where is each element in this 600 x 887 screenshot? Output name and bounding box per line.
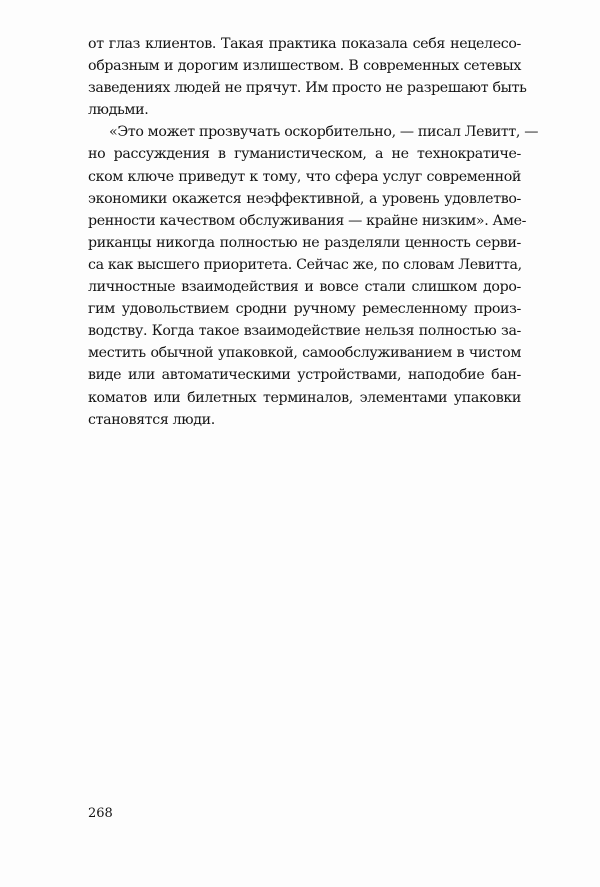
text-line: местить обычной упаковкой, самообслуживанием в чистом (88, 345, 521, 362)
text-line: ренности качеством обслуживания — крайне низким». Аме- (88, 212, 527, 229)
text-line: са как высшего приоритета. Сейчас же, по словам Левитта, (88, 256, 522, 273)
text-line: от глаз клиентов. Такая практика показала себя нецелесо- (88, 36, 521, 52)
text-line: виде или автоматическими устройствами, наподобие бан- (88, 367, 521, 384)
paragraph-1 (88, 33, 527, 121)
paragraph-2 (88, 121, 539, 430)
text-line: личностные взаимодействия и вовсе стали слишком доро- (88, 279, 521, 296)
text-line: водству. Когда такое взаимодействие нельзя полностью за- (88, 323, 521, 340)
body-text (88, 33, 539, 431)
text-line: коматов или билетных терминалов, элементами упаковки (88, 389, 521, 406)
text-line: становятся люди. (88, 411, 215, 428)
text-line: экономики окажется неэффективной, а уровень удовлетво- (88, 190, 521, 207)
text-line: заведениях людей не прячут. Им просто не разрешают быть (88, 80, 527, 97)
text-line: ском ключе приведут к тому, что сфера услуг современной (88, 168, 521, 185)
page-number: 268 (88, 806, 113, 821)
text-line: риканцы никогда полностью не разделяли ценность серви- (88, 234, 521, 251)
text-line: гим удовольствием сродни ручному ремесленному произ- (88, 301, 521, 318)
text-line: «Это может прозвучать оскорбительно, — писал Левитт, — (109, 124, 539, 141)
text-line: но рассуждения в гуманистическом, а не технократиче- (88, 146, 521, 163)
text-line: людьми. (88, 102, 149, 119)
text-line: образным и дорогим излишеством. В современных сетевых (88, 58, 521, 75)
